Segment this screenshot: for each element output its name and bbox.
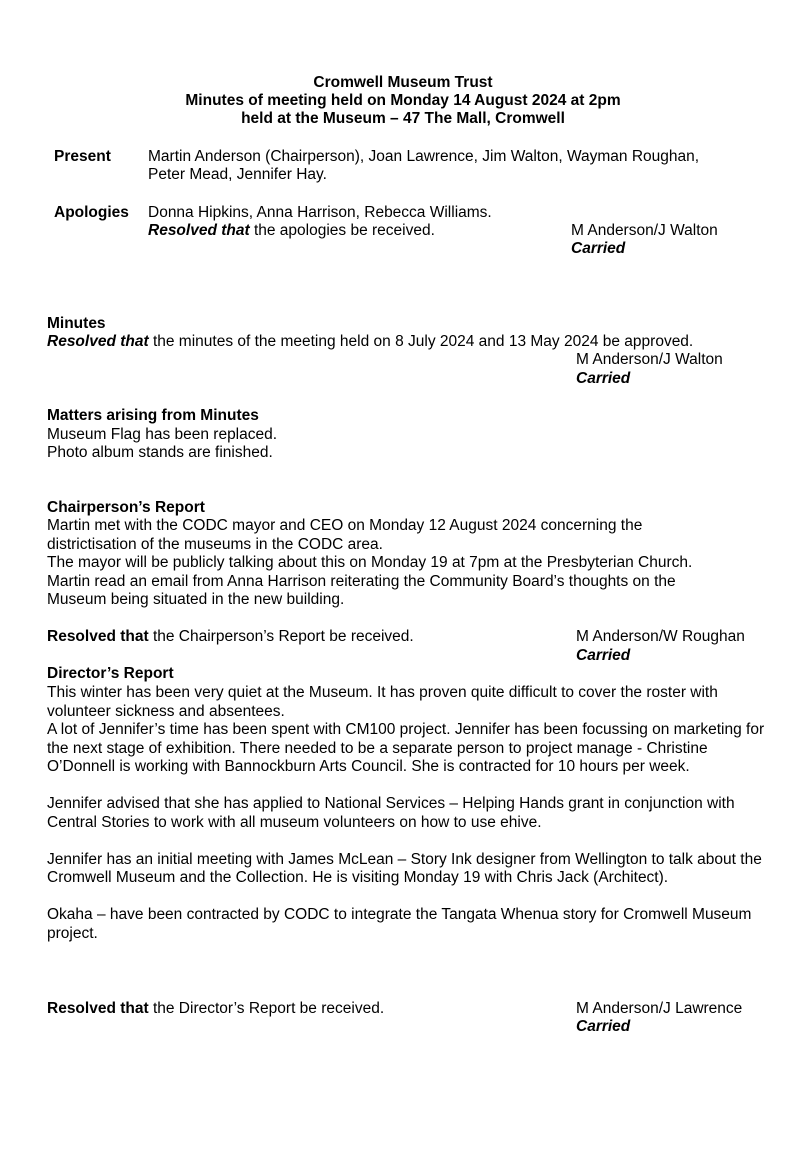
apologies-label: Apologies [54,204,129,221]
chair-report-mover: M Anderson/W Roughan [576,628,745,645]
apologies-carried: Carried [571,240,626,257]
apologies-mover: M Anderson/J Walton [571,222,718,239]
chair-report-resolution [47,628,414,647]
matters-item-1: Museum Flag has been replaced. [47,426,278,443]
matters-item-2: Photo album stands are finished. [47,444,273,461]
resolution-text: the Chairperson’s Report be received. [148,628,414,645]
director-report-mover: M Anderson/J Lawrence [576,1000,743,1017]
apologies-resolution [148,222,435,241]
resolution-text: the apologies be received. [249,222,435,239]
minutes-carried: Carried [576,370,631,387]
chair-report-text: Martin met with the CODC mayor and CEO on Monday 12 August 2024 concerning the districtisation of the museums in the CODC area. The mayor will be publicly talking about this on Monday 19 at 7pm at the Presbyterian Church. Martin read an email from Anna Harrison reiterating the Community Board’s thoughts on the Museum being situated in the new building. [47,517,693,608]
minutes-heading: Minutes [47,315,106,332]
director-report-paragraph: Jennifer has an initial meeting with James McLean – Story Ink designer from Wellington to talk about the Cromwell Museum and the Collection. He is visiting Monday 19 with Chris Jack (Architect). [47,850,762,886]
matters-heading: Matters arising from Minutes [47,407,259,424]
chair-report-carried: Carried [576,647,631,664]
resolved-that-label: Resolved that [47,333,149,350]
director-report-heading: Director’s Report [47,665,174,682]
minutes-mover: M Anderson/J Walton [576,351,723,368]
apologies-names: Donna Hipkins, Anna Harrison, Rebecca Williams. [148,204,492,221]
meeting-location-line: held at the Museum – 47 The Mall, Cromwell [241,110,565,127]
document-title: Cromwell Museum Trust [313,74,493,91]
minutes-resolution [47,333,693,352]
resolved-that-label: Resolved that [47,628,149,645]
resolved-that-label: Resolved that [47,1000,149,1017]
director-report-paragraph: Jennifer advised that she has applied to National Services – Helping Hands grant in conjunction with Central Stories to work with all museum volunteers on how to use ehive. [47,795,735,831]
resolution-text: the minutes of the meeting held on 8 July 2024 and 13 May 2024 be approved. [148,333,694,350]
present-label: Present [54,148,111,165]
present-names-line2: Peter Mead, Jennifer Hay. [148,166,327,183]
director-report-body [47,684,767,943]
meeting-date-line: Minutes of meeting held on Monday 14 August 2024 at 2pm [185,92,621,109]
director-report-paragraph: This winter has been very quiet at the Museum. It has proven quite difficult to cover the roster with volunteer sickness and absentees. [47,684,718,720]
director-report-carried: Carried [576,1018,631,1035]
present-names-line1: Martin Anderson (Chairperson), Joan Lawrence, Jim Walton, Wayman Roughan, [148,148,700,165]
director-report-paragraph: A lot of Jennifer’s time has been spent with CM100 project. Jennifer has been focussing on marketing for the next stage of exhibition. There needed to be a separate person to project manage - Christine O’Donnell is working with Bannockburn Arts Council. She is contracted for 10 hours per week. [47,721,765,775]
chair-report-heading: Chairperson’s Report [47,499,205,516]
resolved-that-label: Resolved that [148,222,250,239]
director-report-resolution [47,1000,384,1019]
resolution-text: the Director’s Report be received. [148,1000,385,1017]
director-report-paragraph: Okaha – have been contracted by CODC to integrate the Tangata Whenua story for Cromwell Museum project. [47,906,752,942]
